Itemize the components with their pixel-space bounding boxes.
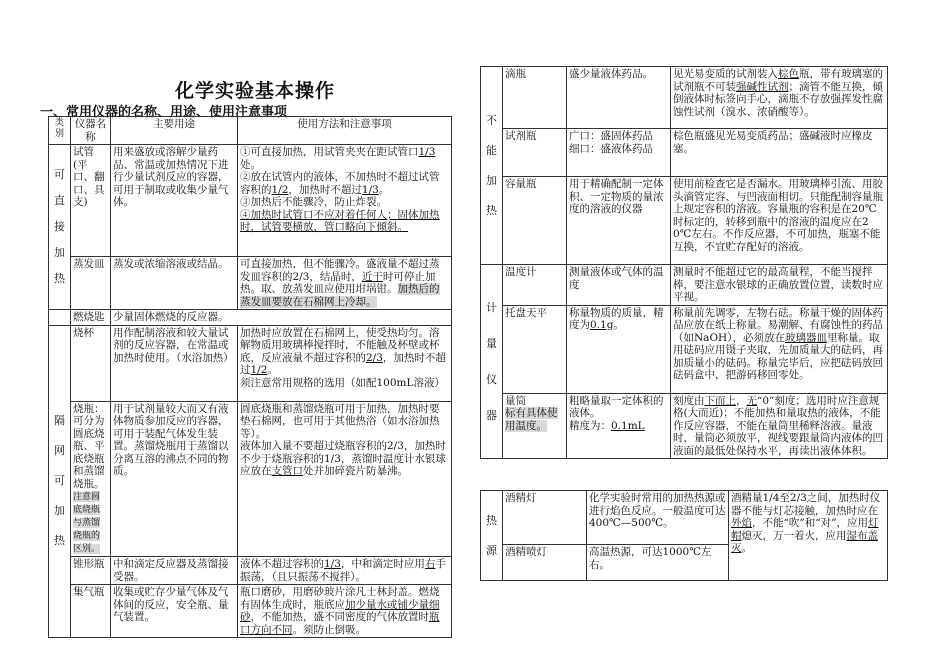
col-header-category: 类别 [49, 117, 71, 145]
col-header-notes: 使用方法和注意事项 [238, 117, 452, 145]
instrument-use-dropper-bottle: 盛少量液体药品。 [567, 67, 671, 129]
category-char: 计 [486, 300, 497, 314]
category-char: 热 [54, 272, 65, 285]
category-char: 网 [54, 444, 65, 458]
table-row [49, 557, 452, 585]
instrument-notes-conical-flask: 液体不超过容积的1/3，中和滴定时应用右手振荡，（且只振荡不搅拌）。 [238, 557, 452, 585]
category-char: 接 [54, 220, 65, 233]
instrument-use-graduated-cylinder: 粗略量取一定体积的液体。 精度为：0.1mL [567, 393, 671, 459]
category-char: 加 [54, 504, 65, 518]
instrument-use-gas-jar: 收集或贮存少量气体及气体间的反应，安全瓶、量气装置。 [111, 585, 238, 638]
instrument-name-balance: 托盘天平 [503, 305, 567, 393]
instrument-use-reagent-bottle: 广口：盛固体药品 细口：盛液体药品 [567, 129, 671, 177]
instrument-use-combustion-spoon: 少量固体燃烧的反应器。 [111, 310, 452, 326]
table-row [481, 393, 888, 459]
instrument-use-thermometer: 测量液体或气体的温度 [567, 265, 671, 306]
table-row [49, 257, 452, 310]
section-heading: 一、常用仪器的名称、用途、使用注意事项 [40, 105, 288, 120]
instrument-name-flask: 烧瓶：可分为圆底烧瓶、平底烧瓶和蒸馏烧瓶。 注意圆底烧瓶与蒸馏烧瓶的区别。 [71, 401, 111, 557]
category-char: 加 [486, 173, 497, 187]
instrument-notes-evaporating-dish: 可直接加热，但不能骤冷。盛液量不超过蒸发皿容积的2/3，结晶时，近干时可停止加热。取、放蒸发皿应使用坩埚钳。加热后的蒸发皿要放在石棉网上冷却。 [238, 257, 452, 310]
table-row [49, 310, 452, 326]
category-char: 不 [486, 113, 497, 127]
table-row [49, 145, 452, 257]
instrument-name-alcohol-blowtorch: 酒精喷灯 [503, 545, 587, 581]
instrument-notes-test-tube: ①可直接加热，用试管夹夹在距试管口1/3处。 ②放在试管内的液体，不加热时不超过试管容积的1/2，加热时不超过1/3。 ③加热后不能骤冷，防止炸裂。 ④加热时试管口不应对着任何人；固体加热时，试管要横放，管口略向下倾斜。 [238, 145, 452, 257]
instrument-name-volumetric-flask: 容量瓶 [503, 177, 567, 265]
instrument-notes-thermometer: 测量时不能超过它的最高量程，不能当搅拌棒，要注意水银球的正确放置位置，读数时应平视。 [671, 265, 888, 306]
table-row [49, 401, 452, 557]
table-row [49, 325, 452, 401]
instrument-name-combustion-spoon: 燃烧匙 [71, 310, 111, 326]
instrument-notes-reagent-bottle: 棕色瓶盛见光易变质药品；盛碱液时应橡皮塞。 [671, 129, 888, 177]
instrument-name-test-tube: 试管 (平口、翻口、具支) [71, 145, 111, 257]
table-row [481, 305, 888, 393]
category-char: 可 [54, 168, 65, 181]
page-title: 化学实验基本操作 [174, 80, 335, 102]
instrument-use-evaporating-dish: 蒸发或浓缩溶液或结晶。 [111, 257, 238, 310]
instrument-notes-volumetric-flask: 使用前检查它是否漏水。用玻璃棒引流、用胶头滴管定容、与凹液面相切。只能配制容量瓶上规定容积的溶液。容量瓶的容积是在20℃时标定的，转移到瓶中的溶液的温度应在20℃左右。不作反应器，不可加热，瓶塞不能互换，不宜贮存配好的溶液。 [671, 177, 888, 265]
table-row [481, 177, 888, 265]
instrument-name-dropper-bottle: 滴瓶 [503, 67, 567, 129]
instrument-notes-dropper-bottle: 见光易变质的试剂装入棕色瓶，带有玻璃塞的试剂瓶不可装强碱性试剂；滴管不能互换，倾倒液体时标签向手心，滴瓶不存放强挥发性腐蚀性试剂（溴水、浓硝酸等）。 [671, 67, 888, 129]
category-char: 仪 [486, 372, 497, 386]
instrument-notes-gas-jar: 瓶口磨砂，用磨砂玻片涂凡士林封盖。燃烧有固体生成时，瓶底应加少量水或铺少量细砂，不能加热，盛不同密度的气体放置时瓶口方向不同。须防止倒吸。 [238, 585, 452, 638]
instrument-name-thermometer: 温度计 [503, 265, 567, 306]
instrument-name-reagent-bottle: 试剂瓶 [503, 129, 567, 177]
instrument-name-evaporating-dish: 蒸发皿 [71, 257, 111, 310]
category-direct-heat [49, 145, 71, 310]
category-char: 可 [54, 474, 65, 488]
instrument-use-balance: 称量物质的质量，精度为0.1g。 [567, 305, 671, 393]
category-heat-source [481, 491, 503, 581]
category-char: 隔 [54, 414, 65, 428]
col-header-name: 仪器名称 [71, 117, 111, 145]
instrument-use-alcohol-lamp: 化学实验时常用的加热热源或进行焰色反应。一般温度可达400℃—500℃。 [587, 491, 729, 545]
table-row [481, 491, 888, 545]
category-char: 直 [54, 194, 65, 207]
category-char: 加 [54, 246, 65, 259]
instrument-notes-heat-source: 酒精量1/4至2/3之间，加热时仪器不能与灯芯接触，加热时应在外焰，不能“吹”和“对”，应用灯帽熄灭，万一着火，应用湿布盖灭。 [729, 491, 888, 581]
category-no-heat [481, 67, 503, 265]
category-char: 热 [54, 534, 65, 548]
instrument-use-conical-flask: 中和滴定反应器及蒸馏接受器。 [111, 557, 238, 585]
category-char: 器 [486, 408, 497, 422]
instrument-use-test-tube: 用来盛放或溶解少量药品、常温或加热情况下进行少量试剂反应的容器，可用于制取或收集少量气体。 [111, 145, 238, 257]
category-net-heat [49, 325, 71, 638]
instrument-notes-beaker: 加热时应放置在石棉网上，使受热均匀。溶解物质用玻璃棒搅拌时，不能触及杯壁或杯底，反应液量不超过容积的2/3，加热时不超过1/2。 须注意常用规格的选用（如配100mL溶液） [238, 325, 452, 401]
instrument-use-flask: 用于试剂量较大而又有液体物质参加反应的容器，可用于装配气体发生装置。蒸馏烧瓶用于蒸馏以分离互溶的沸点不同的物质。 [111, 401, 238, 557]
instrument-name-graduated-cylinder: 量筒 标有具体使用温度。 [503, 393, 567, 459]
table-row [481, 265, 888, 306]
instrument-notes-flask: 圆底烧瓶和蒸馏烧瓶可用于加热，加热时要垫石棉网，也可用于其他热浴（如水浴加热等）。 液体加入量不要超过烧瓶容积的2/3，加热时不少于烧瓶容积的1/3，蒸馏时温度计水银球应放在支管口处并加碎瓷片防暴沸。 [238, 401, 452, 557]
instrument-name-alcohol-lamp: 酒精灯 [503, 491, 587, 545]
table-row [481, 67, 888, 129]
instrument-use-volumetric-flask: 用于精确配制一定体积、一定物质的量浓度的溶液的仪器 [567, 177, 671, 265]
instrument-name-conical-flask: 锥形瓶 [71, 557, 111, 585]
category-char: 热 [486, 513, 497, 527]
table-header-row [49, 117, 452, 145]
instrument-name-beaker: 烧杯 [71, 325, 111, 401]
instrument-name-gas-jar: 集气瓶 [71, 585, 111, 638]
table-row [49, 585, 452, 638]
heat-source-table [480, 490, 888, 581]
category-char: 源 [486, 543, 497, 557]
category-measuring [481, 265, 503, 459]
instrument-notes-graduated-cylinder: 刻度由下而上，无“0”刻度；选用时应注意规格(大而近)；不能加热和量取热的液体，不能作反应容器，不能在量筒里稀释溶液。量液时，量筒必须放平，视线要跟量筒内液体的凹液面的最低处保持水平，再读出液体体积。 [671, 393, 888, 459]
instruments-table-no-heat-measure [480, 66, 888, 459]
category-char: 量 [486, 336, 497, 350]
instruments-table-heating [48, 116, 452, 638]
category-char: 热 [486, 203, 497, 217]
table-row [481, 129, 888, 177]
instrument-use-alcohol-blowtorch: 高温热源，可达1000℃左右。 [587, 545, 729, 581]
instrument-notes-balance: 称量前先调零，左物右砝。称量干燥的固体药品应放在纸上称量。易潮解、有腐蚀性的药品（如NaOH），必须放在玻璃器皿里称量。取用砝码应用镊子夹取，先加质量大的砝码，再加质量小的砝码。称量完毕后，应把砝码放回砝码盒中，把游码移回零处。 [671, 305, 888, 393]
instrument-use-beaker: 用作配制溶液和较大量试剂的反应容器，在常温或加热时使用。（水浴加热） [111, 325, 238, 401]
col-header-use: 主要用途 [111, 117, 238, 145]
category-char: 能 [486, 143, 497, 157]
